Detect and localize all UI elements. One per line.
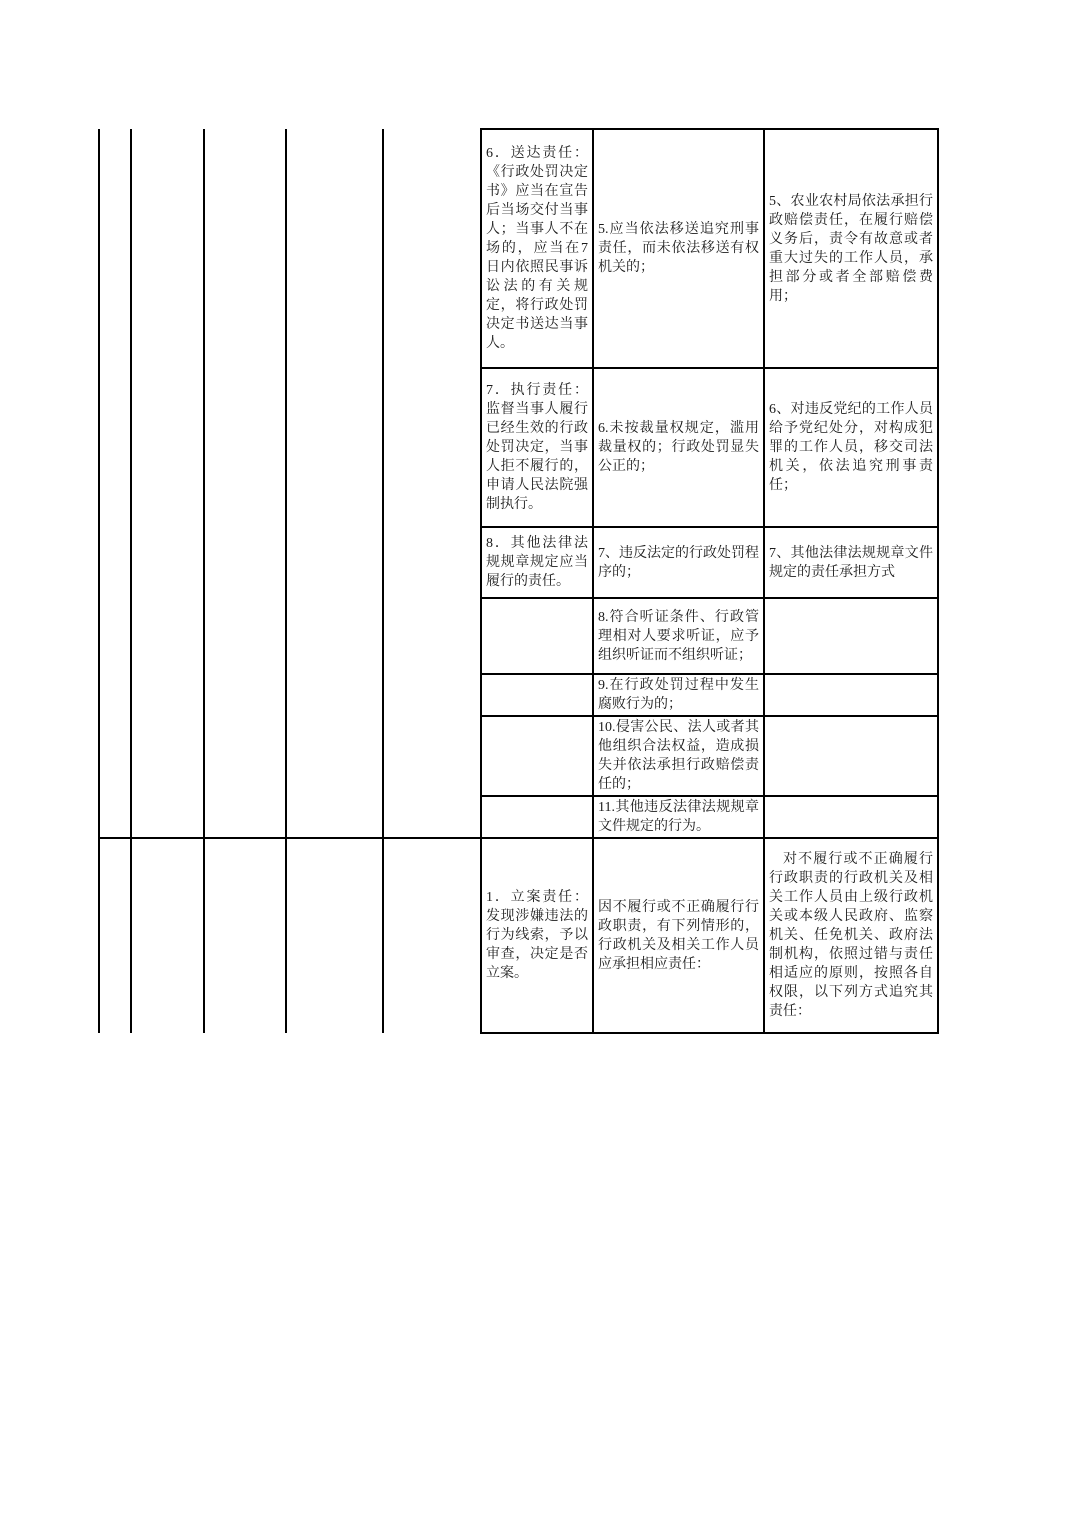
misconduct-cell: 5.应当依法移送追究刑事责任，而未依法移送有权机关的；	[593, 129, 764, 368]
liability-cell: 6、对违反党纪的工作人员给予党纪处分，对构成犯罪的工作人员，移交司法机关，依法追究刑事责任；	[764, 368, 938, 527]
empty-cell	[286, 838, 383, 1033]
misconduct-cell: 因不履行或不正确履行行政职责，有下列情形的，行政机关及相关工作人员应承担相应责任：	[593, 838, 764, 1033]
empty-cell	[99, 838, 131, 1033]
duty-cell: 1．立案责任：发现涉嫌违法的行为线索，予以审查，决定是否立案。	[481, 838, 593, 1033]
liability-cell	[764, 716, 938, 796]
misconduct-cell: 11.其他违反法律法规规章文件规定的行为。	[593, 796, 764, 838]
empty-cell	[383, 838, 481, 1033]
duty-cell	[481, 598, 593, 674]
duty-cell	[481, 796, 593, 838]
duty-cell	[481, 674, 593, 716]
liability-cell: 对不履行或不正确履行行政职责的行政机关及相关工作人员由上级行政机关或本级人民政府、监察机关、任免机关、政府法制机构，依照过错与责任相适应的原则，按照各自权限，以下列方式追究其责任：	[764, 838, 938, 1033]
empty-cell	[204, 129, 286, 838]
document-sheet	[98, 128, 939, 1034]
liability-cell	[764, 598, 938, 674]
empty-cell	[131, 838, 204, 1033]
responsibility-table	[98, 128, 939, 1034]
misconduct-cell: 8.符合听证条件、行政管理相对人要求听证，应予组织听证而不组织听证；	[593, 598, 764, 674]
empty-cell	[99, 129, 131, 838]
duty-cell	[481, 716, 593, 796]
empty-cell	[383, 129, 481, 838]
misconduct-cell: 9.在行政处罚过程中发生腐败行为的；	[593, 674, 764, 716]
liability-cell: 5、农业农村局依法承担行政赔偿责任，在履行赔偿义务后，责令有故意或者重大过失的工作人员，承担部分或者全部赔偿费用；	[764, 129, 938, 368]
liability-cell	[764, 674, 938, 716]
empty-cell	[131, 129, 204, 838]
duty-cell: 7．执行责任：监督当事人履行已经生效的行政处罚决定，当事人拒不履行的，申请人民法院强制执行。	[481, 368, 593, 527]
liability-cell	[764, 796, 938, 838]
duty-cell: 6．送达责任：《行政处罚决定书》应当在宣告后当场交付当事人；当事人不在场的，应当在7日内依照民事诉讼法的有关规定，将行政处罚决定书送达当事人。	[481, 129, 593, 368]
misconduct-cell: 7、违反法定的行政处罚程序的；	[593, 527, 764, 598]
misconduct-cell: 10.侵害公民、法人或者其他组织合法权益，造成损失并依法承担行政赔偿责任的；	[593, 716, 764, 796]
empty-cell	[286, 129, 383, 838]
duty-cell: 8．其他法律法规规章规定应当履行的责任。	[481, 527, 593, 598]
liability-cell: 7、其他法律法规规章文件规定的责任承担方式	[764, 527, 938, 598]
empty-cell	[204, 838, 286, 1033]
misconduct-cell: 6.未按裁量权规定，滥用裁量权的；行政处罚显失公正的；	[593, 368, 764, 527]
